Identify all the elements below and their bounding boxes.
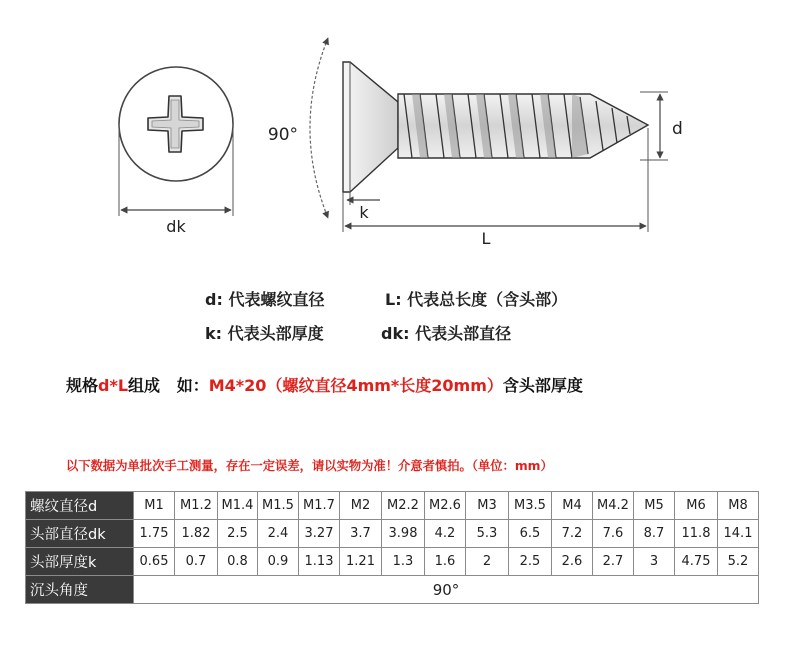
- table-cell: 3.7: [340, 520, 382, 548]
- table-row: [26, 492, 759, 520]
- legend-key: L:: [385, 290, 402, 309]
- table-cell: 2.6: [552, 548, 593, 576]
- legend-key: d:: [205, 290, 223, 309]
- spec-suffix: 组成 如：: [128, 376, 209, 395]
- table-cell: M1.4: [218, 492, 258, 520]
- legend-key: dk:: [381, 324, 410, 343]
- legend-text: 代表头部厚度: [227, 324, 324, 343]
- table-cell: 2: [466, 548, 509, 576]
- table-cell: M4: [552, 492, 593, 520]
- table-cell: M2.2: [382, 492, 425, 520]
- table-cell: M6: [675, 492, 718, 520]
- legend-d: [205, 287, 324, 310]
- spec-example: M4*20（螺纹直径4mm*长度20mm）: [208, 376, 503, 395]
- table-cell: M5: [634, 492, 675, 520]
- spec-prefix: 规格: [66, 376, 99, 395]
- table-cell: M1.2: [175, 492, 218, 520]
- table-cell: M2.6: [425, 492, 466, 520]
- d-label: d: [672, 119, 683, 139]
- table-cell: M1: [134, 492, 175, 520]
- table-cell: 0.7: [175, 548, 218, 576]
- table-cell: 2.5: [509, 548, 552, 576]
- legend-text: 代表螺纹直径: [228, 290, 325, 309]
- legend-L: [385, 287, 567, 310]
- row-header: 沉头角度: [26, 576, 134, 604]
- table-row: [26, 520, 759, 548]
- spec-table: [25, 491, 759, 604]
- screw-head-top-view: [119, 67, 233, 181]
- table-cell: 8.7: [634, 520, 675, 548]
- table-cell: 3: [634, 548, 675, 576]
- table-cell: 7.6: [593, 520, 634, 548]
- legend-text: 代表总长度（含头部）: [407, 290, 568, 309]
- table-cell: 1.3: [382, 548, 425, 576]
- table-cell: M3.5: [509, 492, 552, 520]
- table-cell: 0.65: [134, 548, 175, 576]
- row-header: 螺纹直径d: [26, 492, 134, 520]
- table-cell: 1.21: [340, 548, 382, 576]
- table-cell: 7.2: [552, 520, 593, 548]
- row-header: 头部厚度k: [26, 548, 134, 576]
- screw-diagram: [0, 0, 790, 260]
- L-label: L: [481, 229, 491, 248]
- table-cell: 1.75: [134, 520, 175, 548]
- legend-k: [205, 321, 324, 344]
- table-cell: 5.2: [718, 548, 759, 576]
- legend-key: k:: [205, 324, 223, 343]
- dk-label: dk: [166, 217, 186, 236]
- table-row-angle: [26, 576, 759, 604]
- table-cell: M1.7: [299, 492, 340, 520]
- spec-tail: 含头部厚度: [502, 376, 583, 395]
- table-cell: 0.8: [218, 548, 258, 576]
- k-label: k: [359, 203, 369, 222]
- table-cell: 2.7: [593, 548, 634, 576]
- table-cell: 3.98: [382, 520, 425, 548]
- measurement-note: 以下数据为单批次手工测量，存在一定误差，请以实物为准！介意者慎拍。（单位：mm）: [66, 459, 553, 473]
- table-cell: 4.75: [675, 548, 718, 576]
- table-cell: M3: [466, 492, 509, 520]
- table-cell: 3.27: [299, 520, 340, 548]
- table-cell: 6.5: [509, 520, 552, 548]
- table-cell: M1.5: [258, 492, 299, 520]
- table-cell: 1.6: [425, 548, 466, 576]
- table-cell: 14.1: [718, 520, 759, 548]
- table-cell: 5.3: [466, 520, 509, 548]
- spec-formula: d*L: [98, 376, 129, 395]
- head-angle-arc: [310, 38, 328, 218]
- table-cell: 11.8: [675, 520, 718, 548]
- table-cell: 4.2: [425, 520, 466, 548]
- table-cell: 1.82: [175, 520, 218, 548]
- angle-value-cell: 90°: [134, 576, 759, 604]
- table-cell: M8: [718, 492, 759, 520]
- screw-side-view: [343, 62, 648, 192]
- legend-dk: [381, 321, 511, 344]
- table-cell: 2.5: [218, 520, 258, 548]
- table-cell: 1.13: [299, 548, 340, 576]
- table-row: [26, 548, 759, 576]
- table-cell: M4.2: [593, 492, 634, 520]
- table-cell: 0.9: [258, 548, 299, 576]
- table-cell: 2.4: [258, 520, 299, 548]
- row-header: 头部直径dk: [26, 520, 134, 548]
- angle-label: 90°: [267, 125, 299, 145]
- table-cell: M2: [340, 492, 382, 520]
- legend-text: 代表头部直径: [415, 324, 512, 343]
- spec-description: [66, 373, 583, 396]
